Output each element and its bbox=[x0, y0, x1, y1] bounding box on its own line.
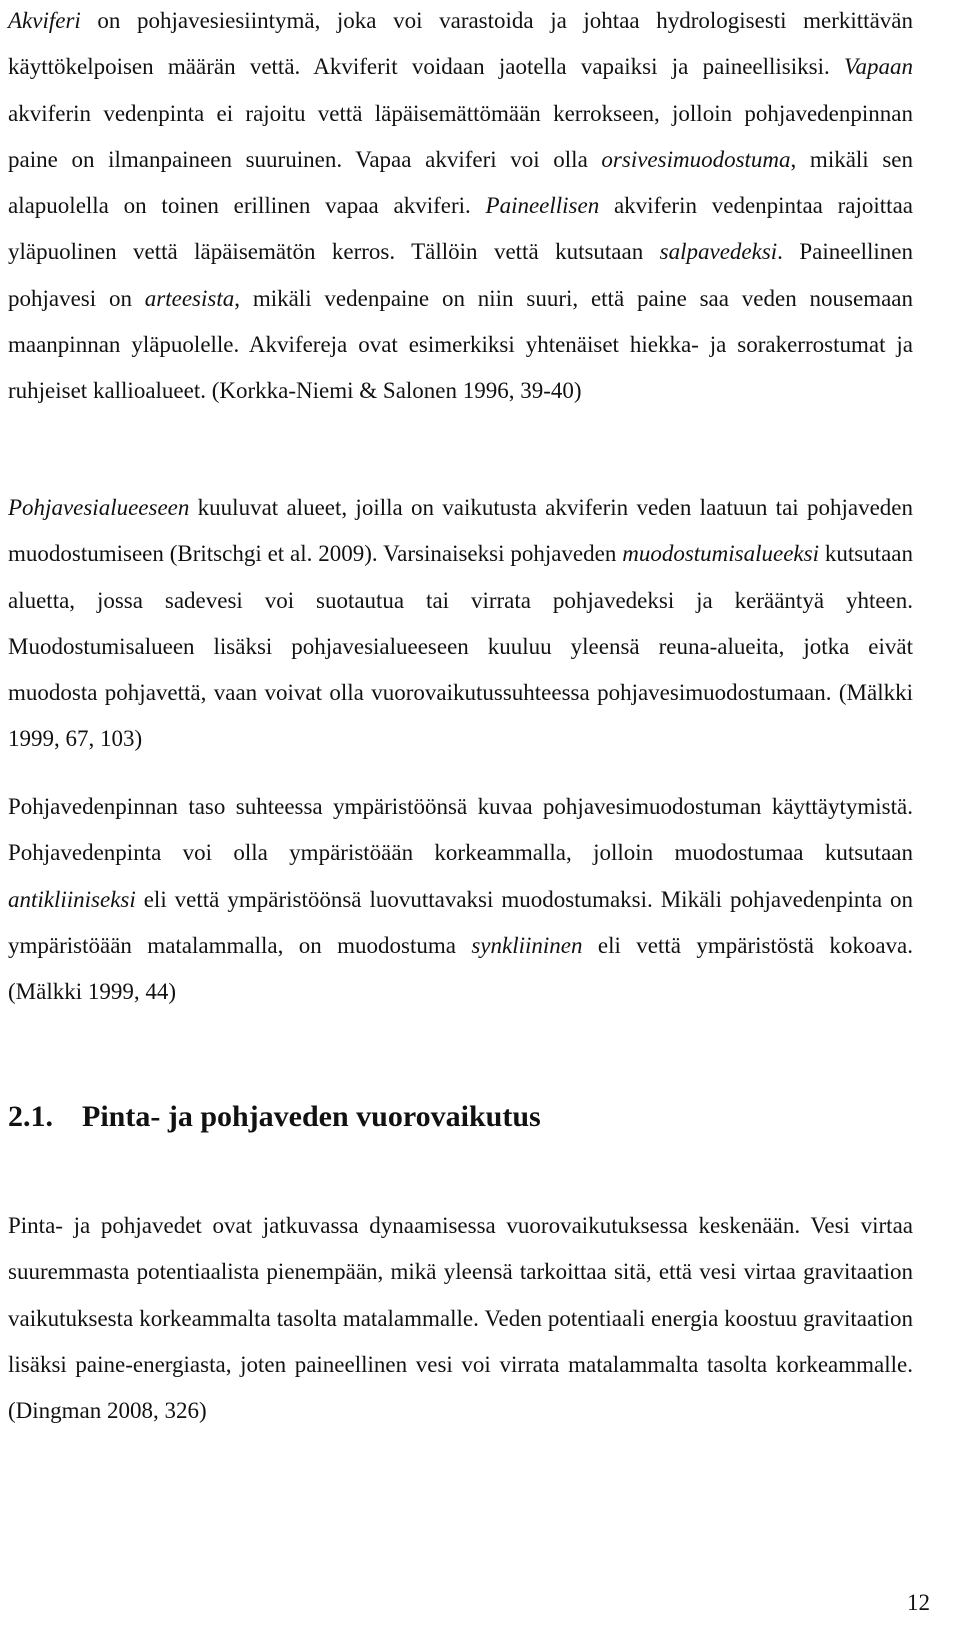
text-run: kutsutaan aluetta, jossa sadevesi voi suotautua tai virrata pohjavedeksi ja kerääntyä yhteen. Muodostumisalueen lisäksi pohjavesialueeseen kuuluu yleensä reuna-alueita, jotka eivät muodosta pohjavettä, vaan voivat olla vuorovaikutussuhteessa pohjavesimuodostumaan. (Mälkki 1999, 67, 103) bbox=[8, 541, 913, 752]
italic-term: Vapaan bbox=[844, 54, 913, 80]
italic-term: Paineellisen bbox=[485, 193, 600, 219]
text-run: akviferin vedenpinta ei rajoitu vettä läpäisemättömään kerrokseen, jolloin pohjavedenpinnan paine on ilmanpaineen suuruinen. Vapaa akviferi voi olla bbox=[8, 100, 913, 172]
italic-term: salpavedeksi bbox=[659, 239, 778, 265]
italic-term: Pohjavesialueeseen bbox=[8, 495, 190, 520]
italic-term: orsivesimuodostuma bbox=[601, 146, 791, 172]
italic-term: arteesista bbox=[144, 285, 235, 311]
italic-term: synkliininen bbox=[471, 932, 583, 958]
section-number: 2.1. bbox=[8, 1100, 53, 1133]
italic-term: muodostumisalueeksi bbox=[622, 541, 819, 567]
section-heading bbox=[8, 1100, 541, 1134]
text-run: Pinta- ja pohjavedet ovat jatkuvassa dynaamisessa vuorovaikutuksessa keskenään. Vesi virtaa suuremmasta potentiaalista pienempään, mikä yleensä tarkoittaa sitä, että vesi virtaa gravitaation vaikutuksesta korkeammalta tasolta matalammalle. Veden potentiaali energia koostuu gravitaation lisäksi paine-energiasta, joten paineellinen vesi voi virrata matalammalta tasolta korkeammalle. (Dingman 2008, 326) bbox=[8, 1213, 913, 1424]
paragraph-interaction bbox=[8, 1203, 913, 1434]
text-run: . Paineellinen pohjavesi on bbox=[8, 239, 914, 311]
text-run: Pohjavedenpinnan taso suhteessa ympäristöönsä kuvaa pohjavesimuodostuman käyttäytymistä. Pohjavedenpinta voi olla ympäristöään korkeammalla, jolloin muodostumaa kutsutaan bbox=[8, 794, 913, 866]
text-run: kuuluvat alueet, joilla on vaikutusta akviferin veden laatuun tai pohjaveden muodostumiseen (Britschgi et al. 2009). Varsinaiseksi pohjaveden bbox=[8, 495, 913, 567]
text-run: eli vettä ympäristöstä kokoava. (Mälkki 1999, 44) bbox=[8, 932, 913, 1005]
page-number: 12 bbox=[907, 1590, 930, 1615]
paragraph-groundwater-area bbox=[8, 485, 913, 763]
text-run: , mikäli sen alapuolella on toinen erillinen vapaa akviferi. bbox=[8, 146, 913, 219]
text-run: eli vettä ympäristöönsä luovuttavaksi muodostumaksi. Mikäli pohjavedenpinta on ympäristöään matalammalla, on muodostuma bbox=[8, 886, 913, 958]
italic-term: antikliiniseksi bbox=[8, 886, 136, 912]
text-run: akviferin vedenpintaa rajoittaa yläpuolinen vettä läpäisemätön kerros. Tällöin vettä kutsutaan bbox=[8, 193, 913, 265]
section-title: Pinta- ja pohjaveden vuorovaikutus bbox=[82, 1100, 541, 1133]
text-run: on pohjavesiesiintymä, joka voi varastoida ja johtaa hydrologisesti merkittävän käyttökelpoisen määrän vettä. Akviferit voidaan jaotella vapaiksi ja paineellisiksi. bbox=[8, 8, 913, 80]
text-run: , mikäli vedenpaine on niin suuri, että paine saa veden nousemaan maanpinnan yläpuolelle. Akvifereja ovat esimerkiksi yhtenäiset hiekka- ja sorakerrostumat ja ruhjeiset kallioalueet. (Korkka-Niemi & Salonen 1996, 39-40) bbox=[8, 285, 913, 404]
paragraph-groundwater-level bbox=[8, 784, 913, 1015]
italic-term: Akviferi bbox=[8, 8, 81, 33]
paragraph-aquifers bbox=[8, 0, 913, 415]
